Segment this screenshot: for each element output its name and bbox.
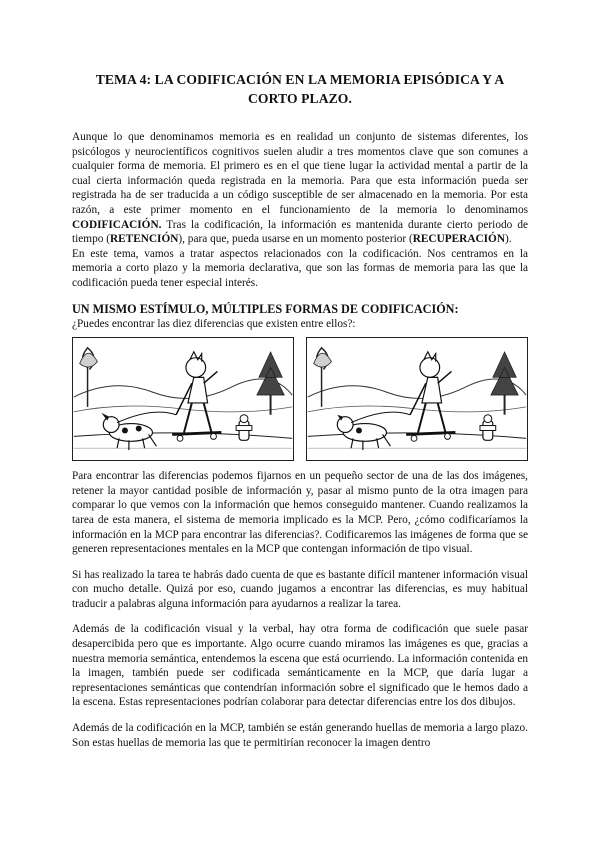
illustration-right [306,337,528,461]
intro-paragraph-2: En este tema, vamos a tratar aspectos relacionados con la codificación. Nos centramos en la memoria a corto plazo y la memoria declarativa, que son las formas de memoria para las que la codificación pueda tener especial interés. [72,247,528,289]
intro-paragraph [72,130,528,247]
paragraph-4: Si has realizado la tarea te habrás dado cuenta de que es bastante difícil mantener información visual con mucho detalle. Quizá por eso, cuando jugamos a encontrar las diferencias, es muy habitual traducir a palabras alguna información para ayudarnos a realizar la tarea. [72,568,528,610]
term-retencion: RETENCIÓN [109,233,179,246]
spot-the-difference-figures [72,337,528,461]
page-title [72,70,528,108]
boy-skateboard-dog-drawing [73,338,293,460]
puzzle-question: ¿Puedes encontrar las diez diferencias que existen entre ellos?: [72,317,356,330]
title-line-1: TEMA 4: LA CODIFICACIÓN EN LA MEMORIA EPISÓDICA Y A [95,72,505,87]
document-page [72,70,528,750]
boy-skateboard-dog-drawing-variant [307,338,527,460]
title-line-2: CORTO PLAZO. [248,91,352,106]
paragraph-3: Para encontrar las diferencias podemos fijarnos en un pequeño sector de una de las dos imágenes, retener la mayor cantidad posible de información y, pasar al mismo punto de la otra imagen para comparar lo que vemos con la información que hemos conseguido mantener. Cuando realizamos la tarea de esta manera, el sistema de memoria implicado es la MCP. Pero, ¿cómo codificaríamos la información en la MCP para encontrar las diferencias?. Codificaremos las imágenes de forma que se generen representaciones mentales en la MCP que contengan información de tipo visual. [72,470,528,556]
term-codificacion: CODIFICACIÓN. [72,218,162,231]
intro-text-a: Aunque lo que denominamos memoria es en realidad un conjunto de sistemas diferentes, los psicólogos y neurocientíficos cognitivos suelen aludir a tres momentos clave que son comunes a cualquier forma de memoria. El primero es en el que tiene lugar la actividad mental a partir de la cual cierta información queda registrada en la memoria. Para que esta información pueda ser registrada ha de ser traducida a un código susceptible de ser almacenado en la memoria. Por esta razón, a este primer momento en el funcionamiento de la memoria lo denominamos [72,131,528,216]
paragraph-5: Además de la codificación visual y la verbal, hay otra forma de codificación que suele pasar desapercibida pero que es importante. Algo ocurre cuando miramos las imágenes es que, gracias a nuestra memoria semántica, entendemos la escena que está ocurriendo. La información contenida en la imagen, también puede ser codificada semánticamente en la MCP, que daría lugar a representaciones semánticas que contendrían información sobre el significado que le hemos dado a la escena. Estas representaciones podrían colaborar para detectar diferencias entre los dos dibujos. [72,623,528,709]
paragraph-6: Además de la codificación en la MCP, también se están generando huellas de memoria a largo plazo. Son estas huellas de memoria las que te permitirían reconocer la imagen dentro [72,722,528,749]
illustration-left [72,337,294,461]
intro-text-e: ), para que, pueda usarse en un momento posterior ( [178,233,413,246]
intro-text-g: ). [505,233,512,246]
intro-text-c: Tras la codificación, la información es mantenida durante cierto periodo de tiempo ( [72,218,528,246]
term-recuperacion: RECUPERACIÓN [412,233,505,246]
section-heading: UN MISMO ESTÍMULO, MÚLTIPLES FORMAS DE CODIFICACIÓN: [72,301,459,316]
